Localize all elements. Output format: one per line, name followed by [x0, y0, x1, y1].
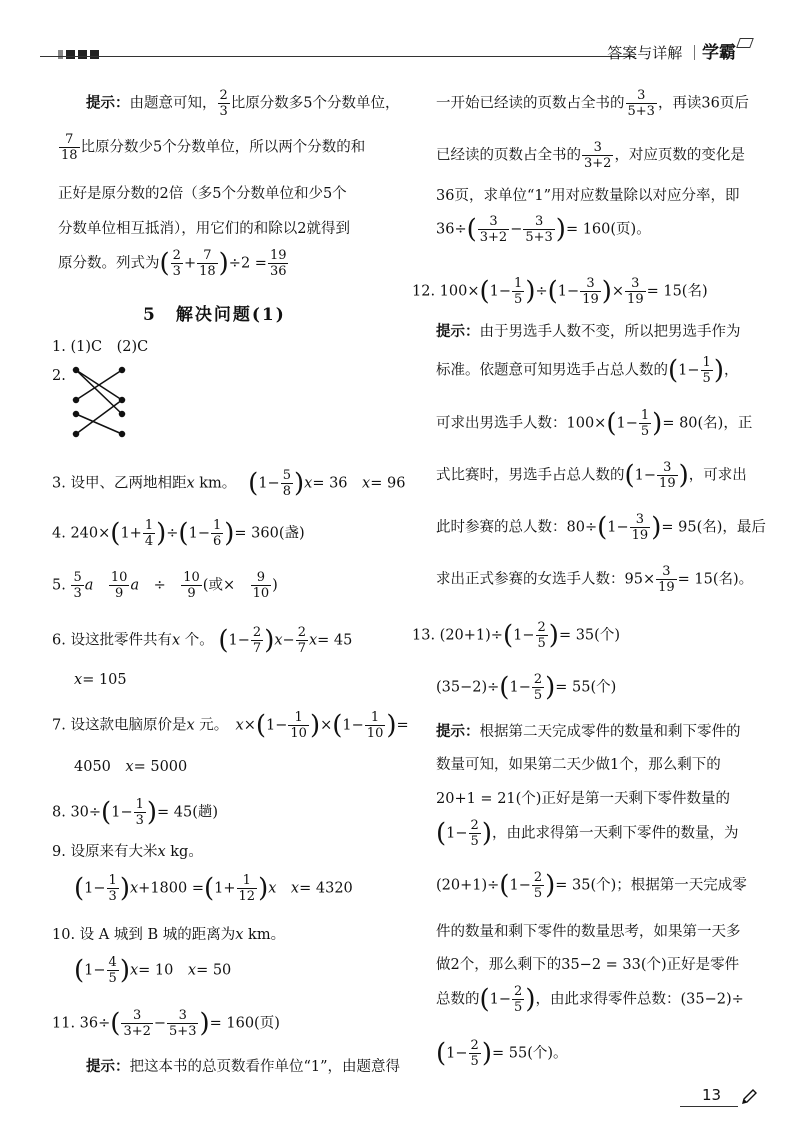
- match-dot: [74, 412, 79, 417]
- hint-13-line-2: 数量可知，如果第二天少做1个，那么剩下的: [436, 757, 721, 773]
- hint-13-line-7: 做2个，那么剩下的35−2 = 33(个)正好是零件: [436, 957, 740, 973]
- match-dot: [74, 398, 79, 403]
- hint-11-line-1: 提示：把这本书的总页数看作单位“1”，由题意得: [86, 1058, 401, 1075]
- hint-13-line-1: 提示：根据第二天完成零件的数量和剩下零件的: [436, 723, 741, 740]
- hint-1-line-1: 提示：由题意可知， $\frac{2}{3}$ 比原分数多5个分数单位，: [86, 88, 400, 119]
- graduation-cap-icon: [736, 38, 754, 48]
- hint-13-line-5: (20+1)÷(1− $\frac{2}{5}$ )= 35(个)；根据第一天完成零: [436, 870, 747, 901]
- header-decoration: [58, 44, 102, 63]
- header-brand: 学霸: [702, 43, 736, 63]
- matching-diagram: [60, 362, 130, 440]
- hint-11-line-3: 已经读的页数占全书的 $\frac{3}{3+2}$ ，对应页数的变化是: [436, 140, 745, 171]
- hint-11-line-4: 36页，求单位“1”用对应数量除以对应分率，即: [436, 188, 740, 204]
- match-line: [76, 370, 122, 414]
- answer-5: 5. $\frac{5}{3}$ a $\frac{10}{9}$ a ÷ $\frac{10}{9}$ (或× $\frac{9}{10}$ ): [52, 570, 278, 601]
- pencil-icon: [740, 1088, 758, 1106]
- hint-12-line-3: 可求出男选手人数：100×(1− $\frac{1}{5}$ )= 80(名)，正: [436, 408, 753, 439]
- answer-9-equation: (1− $\frac{1}{3}$ )x+1800 =(1+ $\frac{1}{12}$ )x x= 4320: [74, 873, 353, 904]
- hint-13-line-6: 件的数量和剩下零件的数量思考，如果第一天多: [436, 924, 741, 940]
- answer-2-label: 2.: [52, 368, 66, 384]
- answer-13: 13. (20+1)÷(1− $\frac{2}{5}$ )= 35(个): [412, 620, 620, 651]
- answer-6: 6. 设这批零件共有x 个。 (1− $\frac{2}{7}$ )x− $\frac{2}{7}$ x= 45: [52, 625, 353, 656]
- answer-10-equation: (1− $\frac{4}{5}$ )x= 10 x= 50: [74, 955, 232, 986]
- answer-1: 1. (1)C (2)C: [52, 339, 149, 355]
- page-footer: [680, 1086, 760, 1110]
- hint-1-line-4: 分数单位相互抵消），用它们的和除以2就得到: [58, 221, 350, 237]
- answer-12: 12. 100×(1− $\frac{1}{5}$ )÷(1− $\frac{3}{19}$ )× $\frac{3}{19}$ = 15(名): [412, 276, 708, 307]
- answer-10: 10. 设 A 城到 B 城的距离为x km。: [52, 927, 286, 943]
- page-header: [40, 38, 760, 63]
- hint-12-line-2: 标准。依题意可知男选手占总人数的(1− $\frac{1}{5}$ )，: [436, 355, 739, 386]
- answer-9: 9. 设原来有大米x kg。: [52, 844, 203, 860]
- hint-12-line-6: 求出正式参赛的女选手人数：95× $\frac{3}{19}$ = 15(名)。: [436, 564, 754, 595]
- hint-13-line-8: 总数的(1− $\frac{2}{5}$ )，由此求得零件总数：(35−2)÷: [436, 984, 744, 1015]
- match-dot: [74, 432, 79, 437]
- match-dot: [120, 368, 125, 373]
- header-title: 答案与详解 ｜学霸: [607, 38, 752, 63]
- hint-12-line-1: 提示：由于男选手人数不变，所以把男选手作为: [436, 323, 741, 340]
- answer-6-result: x= 105: [74, 672, 127, 688]
- answer-7: 7. 设这款电脑原价是x 元。 x×(1− $\frac{1}{10}$ )×(1− $\frac{1}{10}$ )=: [52, 710, 409, 741]
- hint-1-line-3: 正好是原分数的2倍（多5个分数单位和少5个: [58, 186, 347, 202]
- footer-rule: [680, 1106, 738, 1107]
- header-label: 答案与详解: [607, 44, 683, 62]
- match-dot: [74, 368, 79, 373]
- match-dot: [120, 432, 125, 437]
- hint-12-line-4: 式比赛时，男选手占总人数的(1− $\frac{3}{19}$ )，可求出: [436, 460, 747, 491]
- hint-11-line-2: 一开始已经读的页数占全书的 $\frac{3}{5+3}$ ，再读36页后: [436, 88, 749, 119]
- answer-8: 8. 30÷(1− $\frac{1}{3}$ )= 45(趟): [52, 797, 219, 828]
- hint-13-line-4: (1− $\frac{2}{5}$ )，由此求得第一天剩下零件的数量，为: [436, 818, 739, 849]
- section-title: 5 解决问题(1): [143, 305, 286, 325]
- hint-1-line-2: $\frac{7}{18}$ 比原分数少5个分数单位，所以两个分数的和: [61, 132, 366, 163]
- answer-3: 3. 设甲、乙两地相距x km。 (1− $\frac{5}{8}$ )x= 36 x= 96: [52, 468, 406, 499]
- answer-13-line-2: (35−2)÷(1− $\frac{2}{5}$ )= 55(个): [436, 672, 617, 703]
- answer-11: 11. 36÷( $\frac{3}{3+2}$ − $\frac{3}{5+3}$ )= 160(页): [52, 1008, 280, 1039]
- match-dot: [120, 398, 125, 403]
- hint-13-line-3: 20+1 = 21(个)正好是第一天剩下零件数量的: [436, 791, 730, 807]
- answer-7-result: 4050 x= 5000: [74, 759, 188, 775]
- match-dot: [120, 412, 125, 417]
- hint-1-line-5: 原分数。列式为( $\frac{2}{3}$ + $\frac{7}{18}$ )÷2 = $\frac{19}{36}$: [58, 248, 287, 279]
- hint-12-line-5: 此时参赛的总人数：80÷(1− $\frac{3}{19}$ )= 95(名)，最后: [436, 512, 766, 543]
- answer-4: 4. 240×(1+ $\frac{1}{4}$ )÷(1− $\frac{1}{6}$ )= 360(盏): [52, 518, 305, 549]
- page-number: 13: [702, 1086, 722, 1104]
- hint-13-line-9: (1− $\frac{2}{5}$ )= 55(个)。: [436, 1038, 568, 1069]
- hint-11-line-5: 36÷( $\frac{3}{3+2}$ − $\frac{3}{5+3}$ )= 160(页)。: [436, 214, 651, 245]
- header-rule: [40, 56, 635, 57]
